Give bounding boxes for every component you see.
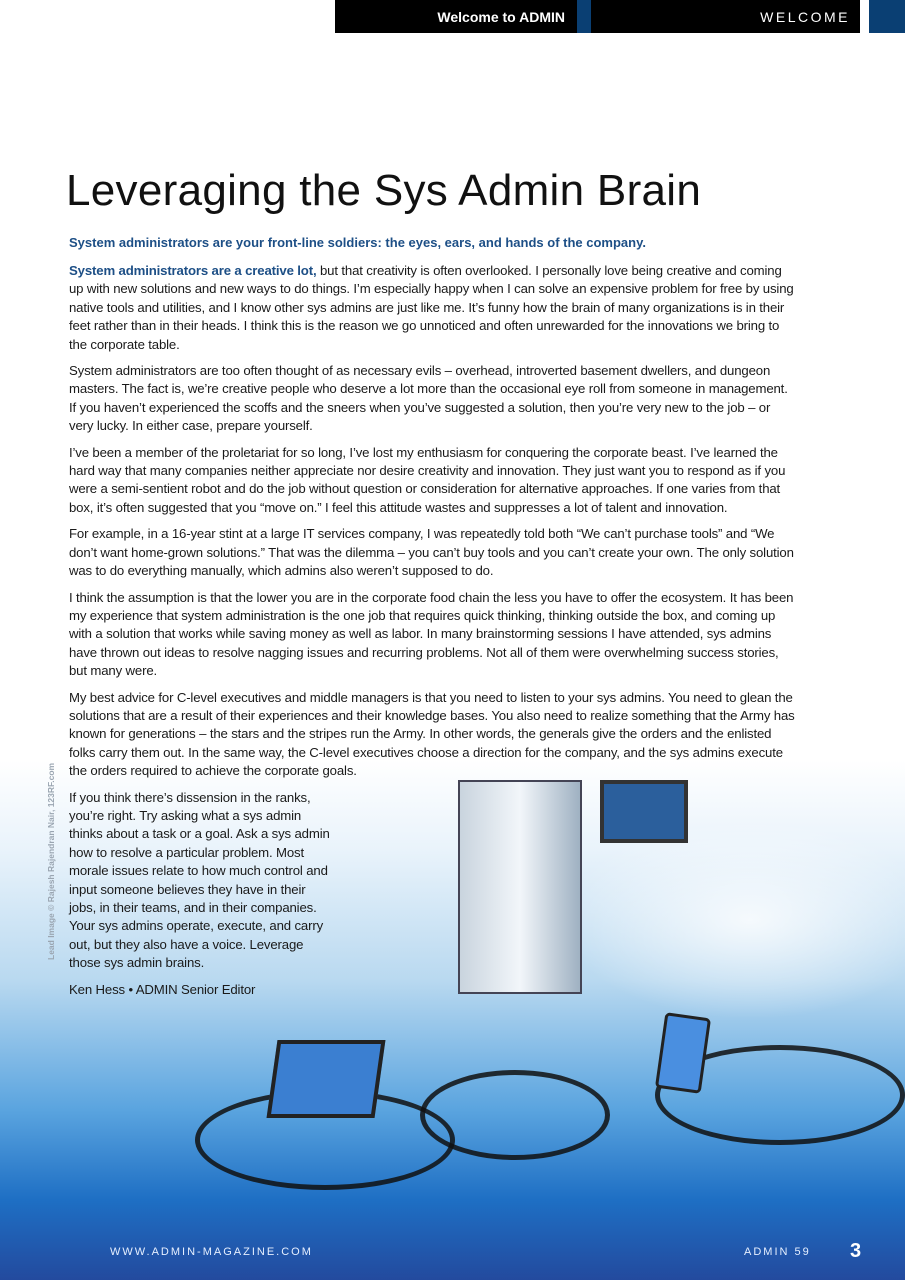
- paragraph-text: but that creativity is often overlooked. I personally love being creative and coming up with new solutions and new ways to do things. I’m especially happy when I can solve an expensive problem for free by using native tools and utilities, and I know other sys admins are just like me. It’s funny how the brain of many organizations is in their feet rather than in their heads. I think this is the reason we go unnoticed and often unrewarded for the innovations we bring to the corporate table.: [69, 263, 794, 352]
- page-number: 3: [850, 1240, 862, 1262]
- article-closing: [69, 789, 331, 999]
- paragraph: [69, 262, 797, 354]
- paragraph: System administrators are too often thought of as necessary evils – overhead, introverted basement dwellers, and dungeon masters. The fact is, we’re creative people who deserve a lot more than the occasional eye roll from someone in management. If you haven’t experienced the scoffs and the sneers when you’ve suggested a solution, then you’re very new to the job – or very lucky. In either case, prepare yourself.: [69, 363, 788, 434]
- section-header: [335, 0, 577, 33]
- article-flow: [69, 262, 797, 1007]
- header-divider: [577, 0, 591, 33]
- footer-website: WWW.ADMIN-MAGAZINE.COM: [110, 1246, 313, 1258]
- section-title: Welcome to ADMIN: [437, 8, 565, 25]
- author-signature: Ken Hess • ADMIN Senior Editor: [69, 981, 256, 997]
- paragraph: For example, in a 16-year stint at a large IT services company, I was repeatedly told both “We can’t purchase tools” and “We don’t want home-grown solutions.” That was the dilemma – you can’t buy tools and you can’t create your own. The only solution was to do everything manually, which admins also weren’t supposed to do.: [69, 526, 794, 579]
- article-title: Leveraging the Sys Admin Brain: [66, 166, 702, 215]
- article-body: [69, 262, 797, 781]
- network-ring: [420, 1070, 610, 1160]
- section-tag-bar: [591, 0, 860, 33]
- paragraph: I think the assumption is that the lower you are in the corporate food chain the less you have to offer the ecosystem. It has been my experience that system administration is the one job that requires quick thinking, thinking outside the box, and coming up with a solution that works while saving money as well as labor. In many brainstorming sessions I have attended, sys admins have thrown out ideas to resolve nagging issues and recurring problems. Not all of them were overwhelming success stories, but many were.: [69, 589, 794, 679]
- paragraph: If you think there’s dissension in the ranks, you’re right. Try asking what a sys admin thinks about a task or a goal. Ask a sys admin how to resolve a particular problem. Most morale issues relate to how much control and input someone believes they have in their jobs, in their teams, and in their companies. Your sys admins operate, execute, and carry out, but they also have a voice. Leverage those sys admin brains.: [69, 789, 330, 971]
- article-subtitle: System administrators are your front-line soldiers: the eyes, ears, and hands of the company.: [69, 235, 646, 250]
- laptop-illustration: [267, 1040, 386, 1118]
- paragraph: My best advice for C-level executives and middle managers is that you need to listen to your sys admins. You need to glean the solutions that are a result of their experiences and their knowledge bases. You also need to realize something that the Army has known for generations – the stars and the stripes run the Army. In other words, the generals give the orders and the enlisted folks carry them out. In the same way, the C-level executives choose a direction for the company, and the sys admins execute the orders required to achieve the corporate goals.: [69, 689, 795, 779]
- header-accent: [869, 0, 905, 33]
- paragraph: I’ve been a member of the proletariat for so long, I’ve lost my enthusiasm for conquering the corporate beast. I’ve learned the hard way that many companies neither appreciate nor desire creativity and innovation. They just want you to respond as if you were a semi-sentient robot and do the job without question or consideration for alternative approaches. If one varies from that box, it’s often suggested that you “move on.” I feel this attitude wastes and suppresses a lot of talent and innovation.: [69, 444, 786, 515]
- footer-issue: ADMIN 59: [744, 1246, 811, 1258]
- lead-in: System administrators are a creative lot,: [69, 263, 317, 278]
- image-credit: Lead Image © Rajesh Rajendran Nair, 123RF.com: [46, 762, 56, 960]
- section-tag: WELCOME: [760, 8, 850, 25]
